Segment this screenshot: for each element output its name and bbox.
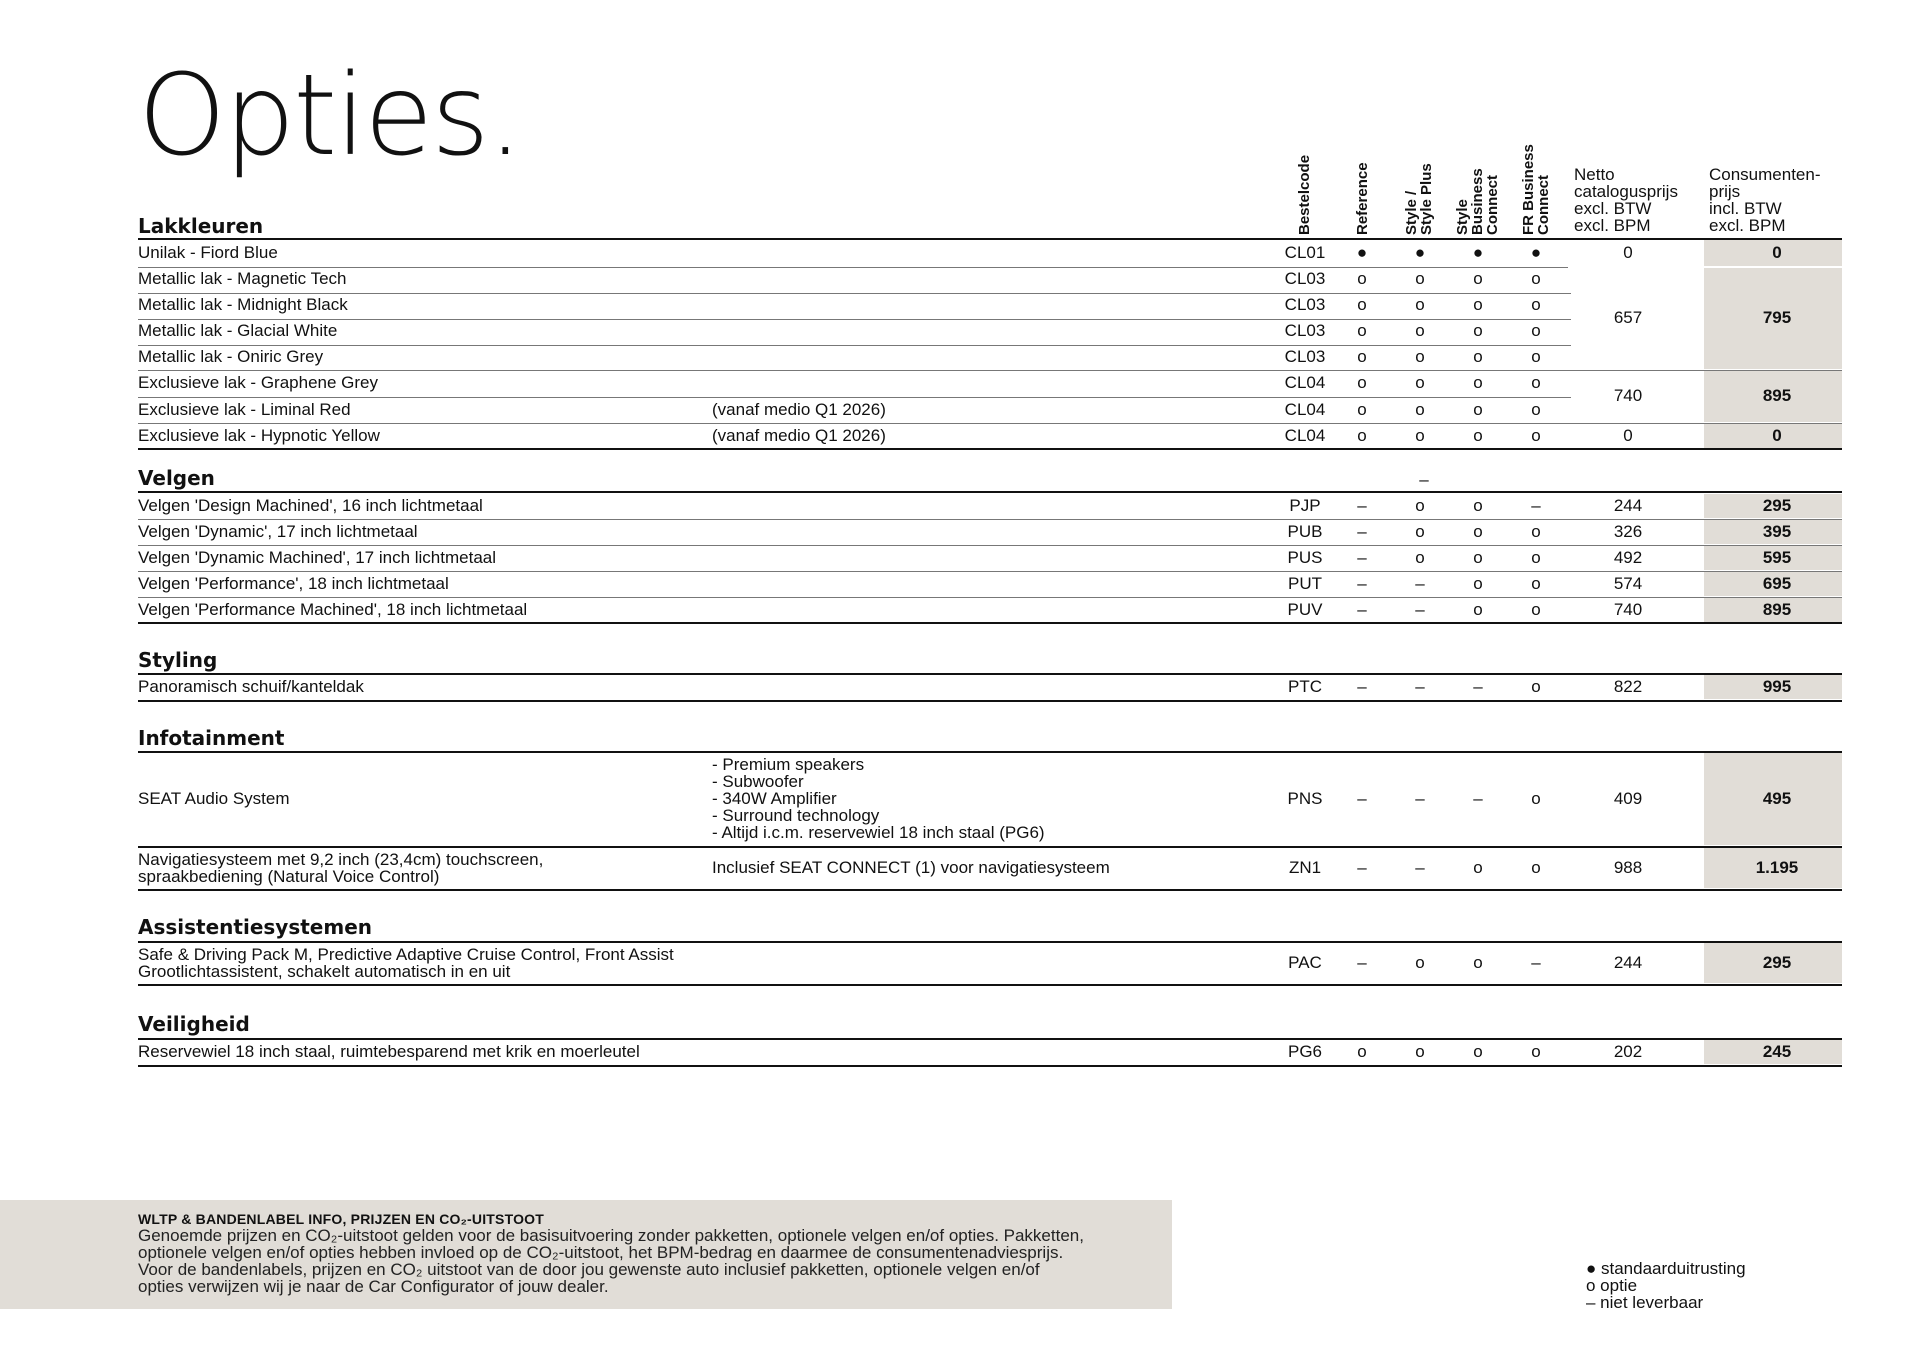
mark: o bbox=[1531, 1042, 1541, 1061]
legend-standard: ● standaarduitrusting bbox=[1586, 1259, 1746, 1278]
mark: o bbox=[1531, 269, 1541, 288]
page-title: Opties. bbox=[138, 51, 522, 181]
mark: o bbox=[1357, 426, 1367, 445]
mark: – bbox=[1473, 677, 1483, 696]
mark: o bbox=[1415, 373, 1425, 392]
section-title-velgen: Velgen bbox=[138, 466, 215, 490]
mark: o bbox=[1357, 400, 1367, 419]
table-row bbox=[0, 597, 1920, 623]
mark: – bbox=[1357, 677, 1367, 696]
mark: – bbox=[1415, 574, 1425, 593]
table-row bbox=[0, 266, 1920, 292]
order-code: PJP bbox=[1289, 496, 1321, 515]
consumer-price: 995 bbox=[1762, 677, 1792, 696]
order-code: CL04 bbox=[1284, 373, 1326, 392]
divider bbox=[138, 751, 1842, 753]
divider bbox=[138, 984, 1842, 986]
mark: o bbox=[1473, 522, 1483, 541]
mark: – bbox=[1531, 496, 1541, 515]
mark: o bbox=[1473, 400, 1483, 419]
option-name: Panoramisch schuif/kanteldak bbox=[138, 677, 364, 696]
option-note: (vanaf medio Q1 2026) bbox=[712, 426, 886, 445]
divider bbox=[138, 941, 1842, 943]
mark: o bbox=[1531, 400, 1541, 419]
styling-row bbox=[0, 674, 1920, 700]
feature-line: - Premium speakers bbox=[712, 755, 865, 774]
mark: o bbox=[1531, 426, 1541, 445]
nav-row bbox=[0, 855, 1920, 881]
section-title-lakkleuren: Lakkleuren bbox=[138, 214, 264, 238]
col-header-bestelcode: Bestelcode bbox=[1296, 154, 1313, 235]
mark: o bbox=[1357, 321, 1367, 340]
divider bbox=[138, 700, 1842, 702]
divider bbox=[138, 622, 1842, 624]
table-row bbox=[0, 571, 1920, 597]
legend-option: o optie bbox=[1586, 1276, 1638, 1295]
order-code: CL04 bbox=[1284, 400, 1326, 419]
footer-line: Voor de bandenlabels, prijzen en CO₂ uitstoot van de door jou gewenste auto inclusief pakketten, optionele velgen en/of bbox=[138, 1260, 1040, 1279]
mark: o bbox=[1531, 522, 1541, 541]
order-code: ZN1 bbox=[1288, 858, 1322, 877]
netto-price: 492 bbox=[1613, 548, 1643, 567]
mark: o bbox=[1531, 574, 1541, 593]
divider bbox=[138, 889, 1842, 891]
order-code: CL03 bbox=[1284, 347, 1326, 366]
mark: o bbox=[1415, 295, 1425, 314]
footer-line: opties verwijzen wij je naar de Car Configurator of jouw dealer. bbox=[138, 1277, 609, 1296]
section-title-assistentiesystemen: Assistentiesystemen bbox=[138, 915, 373, 939]
footer-line: Genoemde prijzen en CO₂-uitstoot gelden voor de basisuitvoering zonder pakketten, optionele velgen en/of opties. Pakketten, bbox=[138, 1226, 1084, 1245]
option-name: Exclusieve lak - Liminal Red bbox=[138, 400, 351, 419]
mark: o bbox=[1357, 295, 1367, 314]
mark: o bbox=[1531, 600, 1541, 619]
netto-price: 574 bbox=[1613, 574, 1643, 593]
mark: o bbox=[1473, 373, 1483, 392]
consumer-price: 0 bbox=[1772, 243, 1782, 262]
option-name: SEAT Audio System bbox=[138, 789, 290, 808]
mark: – bbox=[1357, 953, 1367, 972]
consumer-price: 245 bbox=[1762, 1042, 1792, 1061]
col-header-fr-business-connect: FR Business Connect bbox=[1520, 144, 1552, 235]
order-code: PUB bbox=[1287, 522, 1323, 541]
mark: o bbox=[1531, 373, 1541, 392]
order-code: CL03 bbox=[1284, 321, 1326, 340]
mark: o bbox=[1531, 321, 1541, 340]
mark: o bbox=[1357, 373, 1367, 392]
consumer-price: 695 bbox=[1762, 574, 1792, 593]
legend bbox=[1586, 1260, 1746, 1311]
feature-line: - Surround technology bbox=[712, 806, 880, 825]
order-code: PUT bbox=[1288, 574, 1322, 593]
consumer-price: 0 bbox=[1772, 426, 1782, 445]
consumer-price: 895 bbox=[1762, 600, 1792, 619]
netto-price: 0 bbox=[1623, 426, 1633, 445]
netto-price: 202 bbox=[1613, 1042, 1643, 1061]
mark: o bbox=[1531, 347, 1541, 366]
divider bbox=[138, 1065, 1842, 1067]
option-name-line: Navigatiesysteem met 9,2 inch (23,4cm) touchscreen, bbox=[138, 850, 544, 869]
order-code: PUV bbox=[1287, 600, 1323, 619]
mark: o bbox=[1415, 496, 1425, 515]
option-name-line: Safe & Driving Pack M, Predictive Adaptive Cruise Control, Front Assist bbox=[138, 945, 674, 964]
footer-text bbox=[138, 1227, 1168, 1295]
divider bbox=[1335, 293, 1571, 294]
option-name: Velgen 'Dynamic', 17 inch lichtmetaal bbox=[138, 522, 418, 541]
mark: – bbox=[1415, 677, 1425, 696]
mark: – bbox=[1415, 789, 1425, 808]
footer-line: optionele velgen en/of opties hebben invloed op de CO₂-uitstoot, het BPM-bedrag en daarmee de consumentenadviesprijs. bbox=[138, 1243, 1064, 1262]
mark: – bbox=[1473, 789, 1483, 808]
col-header-style: Style / Style Plus bbox=[1403, 163, 1435, 235]
col-header-netto: Netto catalogusprijs excl. BTW excl. BPM bbox=[1574, 165, 1678, 235]
netto-price: 244 bbox=[1613, 953, 1643, 972]
mark: – bbox=[1357, 522, 1367, 541]
mark: o bbox=[1473, 321, 1483, 340]
order-code: PG6 bbox=[1287, 1042, 1323, 1061]
mark: o bbox=[1473, 496, 1483, 515]
velgen-header-dash: – bbox=[1419, 470, 1429, 489]
divider bbox=[138, 370, 1842, 371]
divider bbox=[138, 345, 1571, 346]
mark: o bbox=[1473, 1042, 1483, 1061]
section-title-styling: Styling bbox=[138, 648, 218, 672]
consumer-price: 895 bbox=[1762, 386, 1792, 405]
option-name: Velgen 'Performance', 18 inch lichtmetaal bbox=[138, 574, 449, 593]
mark: o bbox=[1415, 953, 1425, 972]
mark: o bbox=[1415, 426, 1425, 445]
order-code: CL01 bbox=[1284, 243, 1326, 262]
divider bbox=[138, 846, 1842, 848]
order-code: PTC bbox=[1288, 677, 1322, 696]
mark: ● bbox=[1530, 243, 1542, 262]
mark: – bbox=[1415, 858, 1425, 877]
option-name: Velgen 'Dynamic Machined', 17 inch lichtmetaal bbox=[138, 548, 497, 567]
consumer-price: 495 bbox=[1762, 789, 1792, 808]
netto-price: 409 bbox=[1613, 789, 1643, 808]
section-title-infotainment: Infotainment bbox=[138, 726, 285, 750]
mark: – bbox=[1357, 574, 1367, 593]
order-code: PNS bbox=[1287, 789, 1323, 808]
netto-price: 740 bbox=[1613, 386, 1643, 405]
consumer-price: 295 bbox=[1762, 953, 1792, 972]
option-name: Reservewiel 18 inch staal, ruimtebesparend met krik en moerleutel bbox=[138, 1042, 640, 1061]
mark: – bbox=[1415, 600, 1425, 619]
mark: o bbox=[1531, 789, 1541, 808]
mark: – bbox=[1357, 858, 1367, 877]
assist-row bbox=[0, 950, 1920, 976]
table-row bbox=[0, 519, 1920, 545]
option-name: Metallic lak - Oniric Grey bbox=[138, 347, 324, 366]
consumer-price: 1.195 bbox=[1755, 858, 1799, 877]
netto-price: 326 bbox=[1613, 522, 1643, 541]
footer-title: WLTP & BANDENLABEL INFO, PRIJZEN EN CO₂-UITSTOOT bbox=[138, 1211, 545, 1227]
mark: o bbox=[1415, 1042, 1425, 1061]
option-name: Exclusieve lak - Hypnotic Yellow bbox=[138, 426, 380, 445]
lak-price-3 bbox=[0, 423, 1920, 449]
mark: o bbox=[1473, 574, 1483, 593]
mark: o bbox=[1415, 400, 1425, 419]
option-name: Metallic lak - Glacial White bbox=[138, 321, 338, 340]
mark: o bbox=[1473, 269, 1483, 288]
lak-price-2 bbox=[0, 383, 1920, 409]
order-code: CL03 bbox=[1284, 269, 1326, 288]
mark: – bbox=[1357, 496, 1367, 515]
mark: o bbox=[1357, 347, 1367, 366]
feature-line: - Altijd i.c.m. reservewiel 18 inch staal (PG6) bbox=[712, 823, 1045, 842]
netto-price: 244 bbox=[1613, 496, 1643, 515]
mark: ● bbox=[1472, 243, 1484, 262]
consumer-price: 295 bbox=[1762, 496, 1792, 515]
mark: – bbox=[1357, 548, 1367, 567]
mark: o bbox=[1473, 953, 1483, 972]
mark: o bbox=[1473, 295, 1483, 314]
mark: – bbox=[1357, 789, 1367, 808]
mark: o bbox=[1357, 1042, 1367, 1061]
order-code: CL04 bbox=[1284, 426, 1326, 445]
mark: – bbox=[1357, 600, 1367, 619]
mark: o bbox=[1415, 347, 1425, 366]
mark: o bbox=[1415, 548, 1425, 567]
order-code: CL03 bbox=[1284, 295, 1326, 314]
option-name: Unilak - Fiord Blue bbox=[138, 243, 278, 262]
netto-price: 988 bbox=[1613, 858, 1643, 877]
option-name: Exclusieve lak - Graphene Grey bbox=[138, 373, 378, 392]
divider bbox=[138, 293, 1335, 294]
option-note: (vanaf medio Q1 2026) bbox=[712, 400, 886, 419]
mark: o bbox=[1473, 426, 1483, 445]
lak-price-0 bbox=[0, 240, 1920, 266]
veilig-row bbox=[0, 1039, 1920, 1065]
mark: o bbox=[1415, 522, 1425, 541]
mark: ● bbox=[1356, 243, 1368, 262]
audio-features bbox=[712, 756, 1045, 841]
option-name-line: spraakbediening (Natural Voice Control) bbox=[138, 867, 440, 886]
divider bbox=[138, 267, 1568, 268]
consumer-price: 795 bbox=[1762, 308, 1792, 327]
mark: o bbox=[1531, 295, 1541, 314]
option-name: Velgen 'Design Machined', 16 inch lichtmetaal bbox=[138, 496, 483, 515]
order-code: PAC bbox=[1288, 953, 1322, 972]
mark: o bbox=[1473, 548, 1483, 567]
mark: o bbox=[1415, 269, 1425, 288]
feature-line: - Subwoofer bbox=[712, 772, 804, 791]
option-name: Velgen 'Performance Machined', 18 inch lichtmetaal bbox=[138, 600, 528, 619]
mark: o bbox=[1357, 269, 1367, 288]
mark: – bbox=[1531, 953, 1541, 972]
mark: o bbox=[1415, 321, 1425, 340]
legend-not-available: – niet leverbaar bbox=[1586, 1293, 1704, 1312]
consumer-price: 395 bbox=[1762, 522, 1792, 541]
table-row bbox=[0, 493, 1920, 519]
mark: o bbox=[1531, 677, 1541, 696]
option-name: Metallic lak - Midnight Black bbox=[138, 295, 348, 314]
table-row bbox=[0, 344, 1920, 370]
mark: ● bbox=[1414, 243, 1426, 262]
netto-price: 0 bbox=[1623, 243, 1633, 262]
option-name-line: Grootlichtassistent, schakelt automatisch in en uit bbox=[138, 962, 511, 981]
section-title-veiligheid: Veiligheid bbox=[138, 1012, 250, 1036]
consumer-price: 595 bbox=[1762, 548, 1792, 567]
order-code: PUS bbox=[1287, 548, 1323, 567]
option-name: Metallic lak - Magnetic Tech bbox=[138, 269, 347, 288]
mark: o bbox=[1531, 548, 1541, 567]
option-note: Inclusief SEAT CONNECT (1) voor navigatiesysteem bbox=[712, 858, 1110, 877]
mark: o bbox=[1473, 347, 1483, 366]
netto-price: 657 bbox=[1613, 308, 1643, 327]
netto-price: 822 bbox=[1613, 677, 1643, 696]
col-header-consumentenprijs: Consumenten- prijs incl. BTW excl. BPM bbox=[1709, 165, 1821, 235]
lak-price-1 bbox=[0, 305, 1920, 331]
table-row bbox=[0, 545, 1920, 571]
feature-line: - 340W Amplifier bbox=[712, 789, 837, 808]
mark: o bbox=[1531, 858, 1541, 877]
mark: o bbox=[1473, 858, 1483, 877]
netto-price: 740 bbox=[1613, 600, 1643, 619]
mark: o bbox=[1473, 600, 1483, 619]
col-header-reference: Reference bbox=[1354, 162, 1371, 235]
col-header-style-business-connect: Style Business Connect bbox=[1454, 168, 1501, 235]
